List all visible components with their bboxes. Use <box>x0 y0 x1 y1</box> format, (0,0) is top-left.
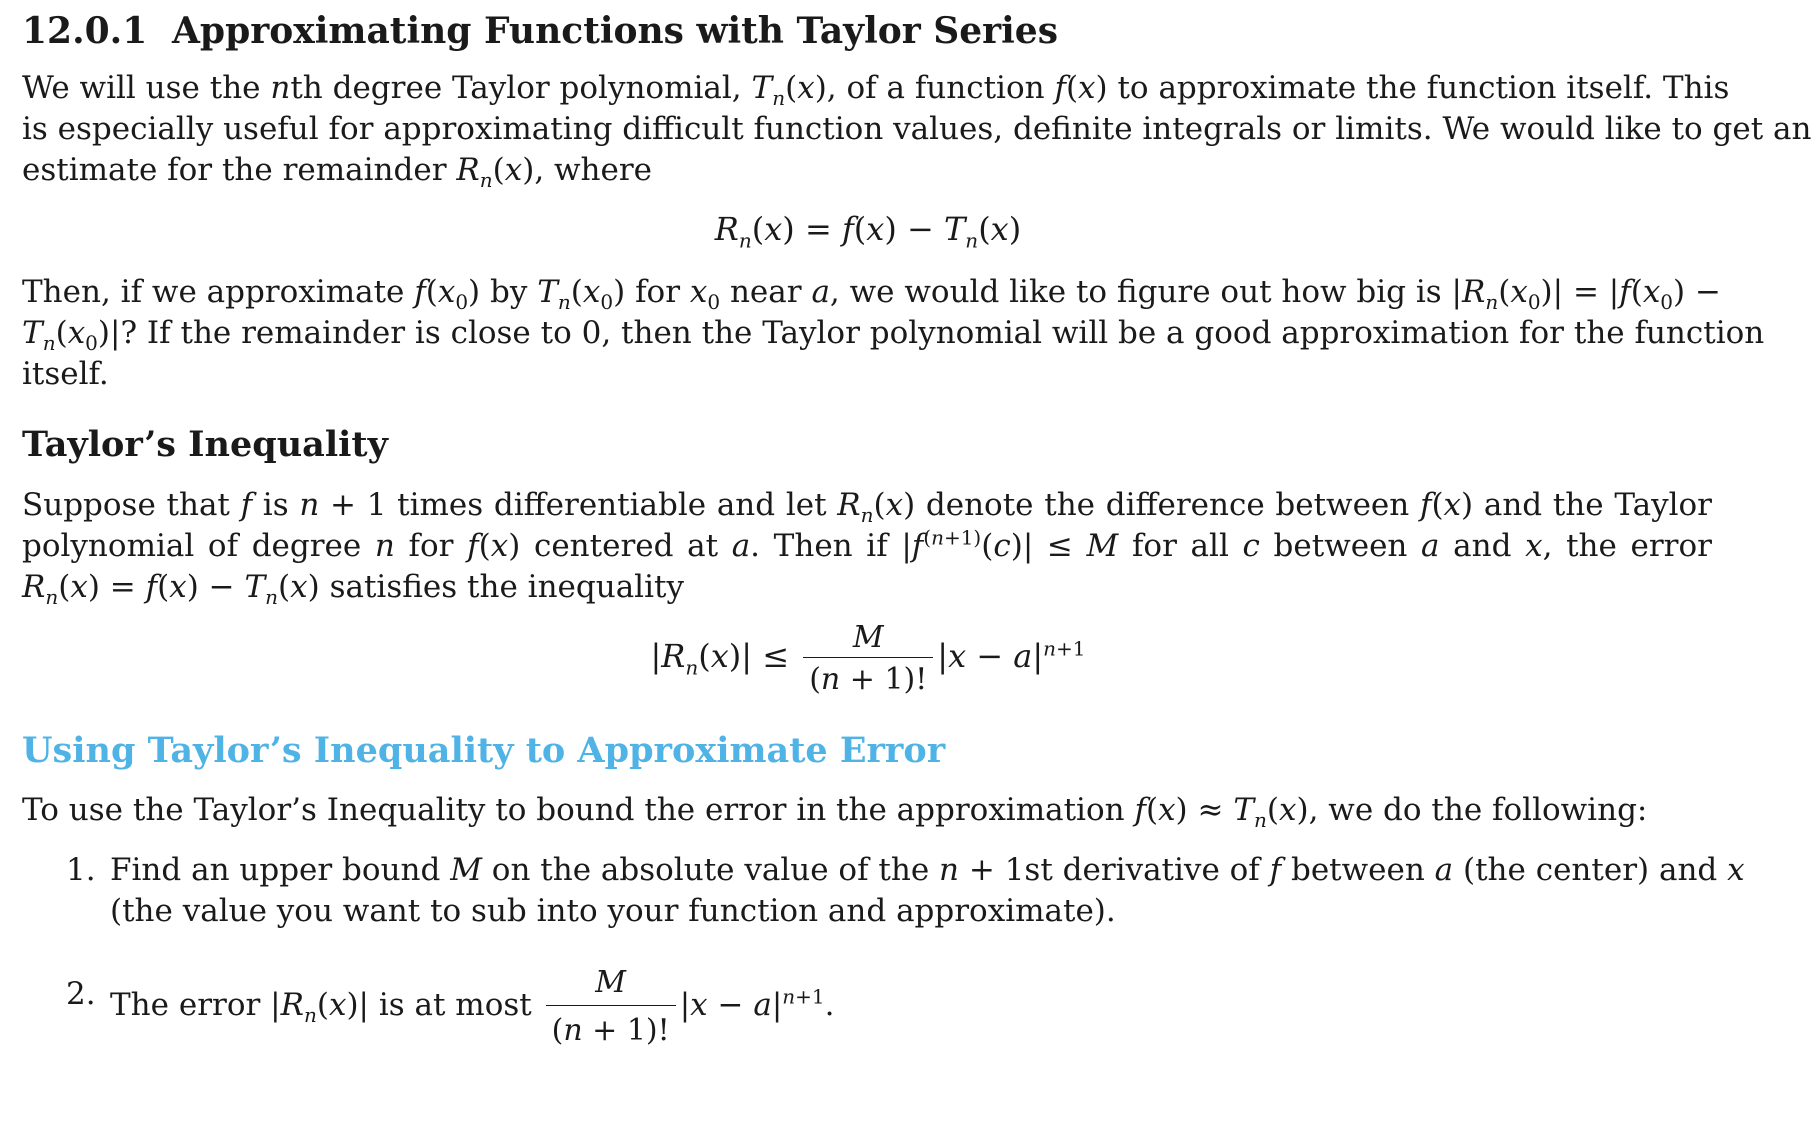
approx-error-intro <box>22 790 1712 831</box>
inequality-line-1: Suppose that f is n + 1 times differentiable and let $R_n(x)$ denote the difference between f(x) and the Taylor <box>22 487 1712 528</box>
intro-line-1: We will use the nth degree Taylor polynomial, $T_n(x)$, of a function f(x) to approximate the function itself. This <box>22 70 1730 111</box>
section-heading <box>22 10 1058 52</box>
step-number: 1. <box>66 852 96 888</box>
intro-line-2: is especially useful for approximating difficult function values, definite integrals or limits. We would like to get an <box>22 111 1812 147</box>
section-number: 12.0.1 <box>22 10 148 52</box>
steps-list <box>66 850 1745 1051</box>
fraction: $\frac{M}{(n + 1)!}$ <box>803 620 933 697</box>
step-1-line-2: (the value you want to sub into your function and approximate). <box>110 893 1116 929</box>
then-line-3: itself. <box>22 356 109 392</box>
inequality-line-3: $R_n(x) = f(x) - T_n(x)$ satisfies the inequality <box>22 569 684 610</box>
step-number: 2. <box>66 976 96 1012</box>
approx-error-intro-line: To use the Taylor’s Inequality to bound the error in the approximation $f(x) \approx T_n(x)$, we do the following: <box>22 792 1648 833</box>
intro-paragraph <box>22 68 1812 193</box>
list-item <box>66 850 1745 932</box>
section-title: Approximating Functions with Taylor Series <box>172 10 1058 52</box>
then-line-1: Then, if we approximate $f(x_0)$ by $T_n(x_0)$ for $x_0$ near a, we would like to figure out how big is $|R_n(x_0)| = |f(x_0)$ − <box>22 274 1721 315</box>
step-1-line-1: Find an upper bound M on the absolute value of the n + 1st derivative of f between a (the center) and x <box>110 852 1745 888</box>
list-item <box>66 962 1712 1051</box>
inequality-line-2: polynomial of degree n for f(x) centered at a. Then if $|f^{(n+1)}(c)| \le M$ for all c between a and x, the error <box>22 525 1712 564</box>
fraction: $\frac{M}{(n + 1)!}$ <box>546 962 676 1051</box>
step-2-text: The error $|R_n(x)|$ is at most $\frac{M}{(n + 1)!}$ $|x - a|^{n+1}$. <box>110 962 1712 1051</box>
taylor-inequality-paragraph <box>22 485 1712 608</box>
taylor-inequality-formula: $|R_n(x)|$ ≤ $\frac{M}{(n + 1)!}$ $|x - a|^{n+1}$ <box>650 620 1086 697</box>
then-paragraph <box>22 272 1765 395</box>
intro-line-3: estimate for the remainder $R_n(x)$, where <box>22 152 653 193</box>
then-line-2: $T_n(x_0)|$? If the remainder is close to 0, then the Taylor polynomial will be a good approximation for the function <box>22 315 1765 356</box>
taylor-inequality-heading: Taylor’s Inequality <box>22 424 388 465</box>
approx-error-heading: Using Taylor’s Inequality to Approximate Error <box>22 730 946 771</box>
remainder-equation: $R_n(x) = f(x) - T_n(x)$ <box>714 210 1022 253</box>
